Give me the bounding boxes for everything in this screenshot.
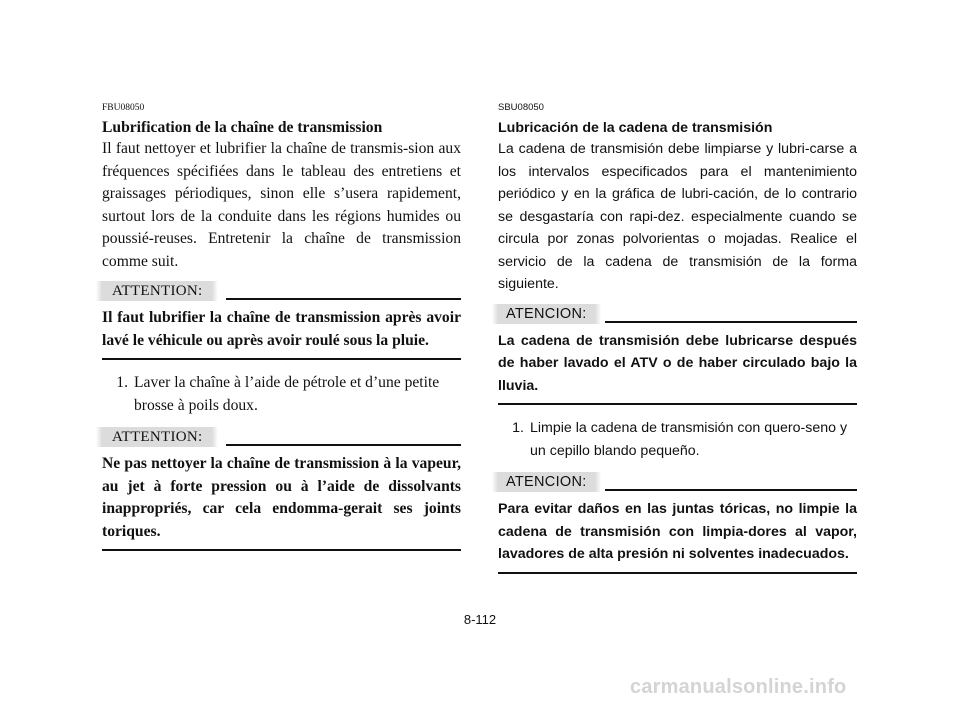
step-text: Laver la chaîne à l’aide de pétrole et d’une petite brosse à poils doux. <box>134 374 440 414</box>
attention-text: Ne pas nettoyer la chaîne de transmission à la vapeur, au jet à forte pression ou à l’aide de dissolvants inappropriés, car cela endomma-gerait ses joints toriques. <box>102 453 461 551</box>
attention-rule <box>605 489 857 491</box>
attention-header <box>498 470 857 492</box>
attention-text: Il faut lubrifier la chaîne de transmission après avoir lavé le véhicule ou après avoir roulé sous la pluie. <box>102 307 461 360</box>
attention-label: ATENCION: <box>498 472 595 492</box>
section-title: Lubrification de la chaîne de transmission <box>102 119 383 136</box>
page-number: 8-112 <box>463 612 497 627</box>
step-item <box>498 417 857 462</box>
intro-paragraph: La cadena de transmisión debe limpiarse y lubri-carse a los intervalos especificados para el mantenimiento periódico y en la gráfica de lubri-cación, de lo contrario se desgastaría con rapi-dez. especialmente cuando se circula por zonas polvorientas o mojadas. Realice el servicio de la cadena de transmisión de la forma siguiente. <box>498 141 857 292</box>
attention-rule <box>605 321 857 323</box>
spanish-column <box>498 102 857 574</box>
attention-text: Para evitar daños en las juntas tóricas, no limpie la cadena de transmisión con limpia-dores al vapor, lavadores de alta presión ni solventes inadecuados. <box>498 498 857 574</box>
attention-label: ATENCION: <box>498 304 595 324</box>
step-item <box>102 372 461 417</box>
step-number: 1. <box>116 374 128 391</box>
attention-rule <box>226 444 461 446</box>
attention-label: ATTENTION: <box>102 427 212 447</box>
attention-rule <box>226 298 461 300</box>
attention-header <box>102 425 461 447</box>
step-text: Limpie la cadena de transmisión con quero-seno y un cepillo blando pequeño. <box>530 420 848 459</box>
attention-label: ATTENTION: <box>102 281 212 301</box>
attention-header <box>102 279 461 301</box>
section-code: FBU08050 <box>102 103 145 113</box>
attention-header <box>498 302 857 324</box>
attention-text: La cadena de transmisión debe lubricarse después de haber lavado el ATV o de haber circulado bajo la lluvia. <box>498 330 857 406</box>
watermark: carmanualsonline.info <box>630 676 847 698</box>
section-code: SBU08050 <box>498 102 544 113</box>
intro-paragraph: Il faut nettoyer et lubrifier la chaîne de transmis-sion aux fréquences spécifiées dans le tableau des entretiens et graissages périodiques, sinon elle s’usera rapidement, surtout lors de la conduite dans les régions humides ou poussié-reuses. Entretenir la chaîne de transmission comme suit. <box>102 140 461 270</box>
step-number: 1. <box>512 420 524 436</box>
french-column <box>102 102 461 551</box>
section-title: Lubricación de la cadena de transmisión <box>498 120 773 136</box>
